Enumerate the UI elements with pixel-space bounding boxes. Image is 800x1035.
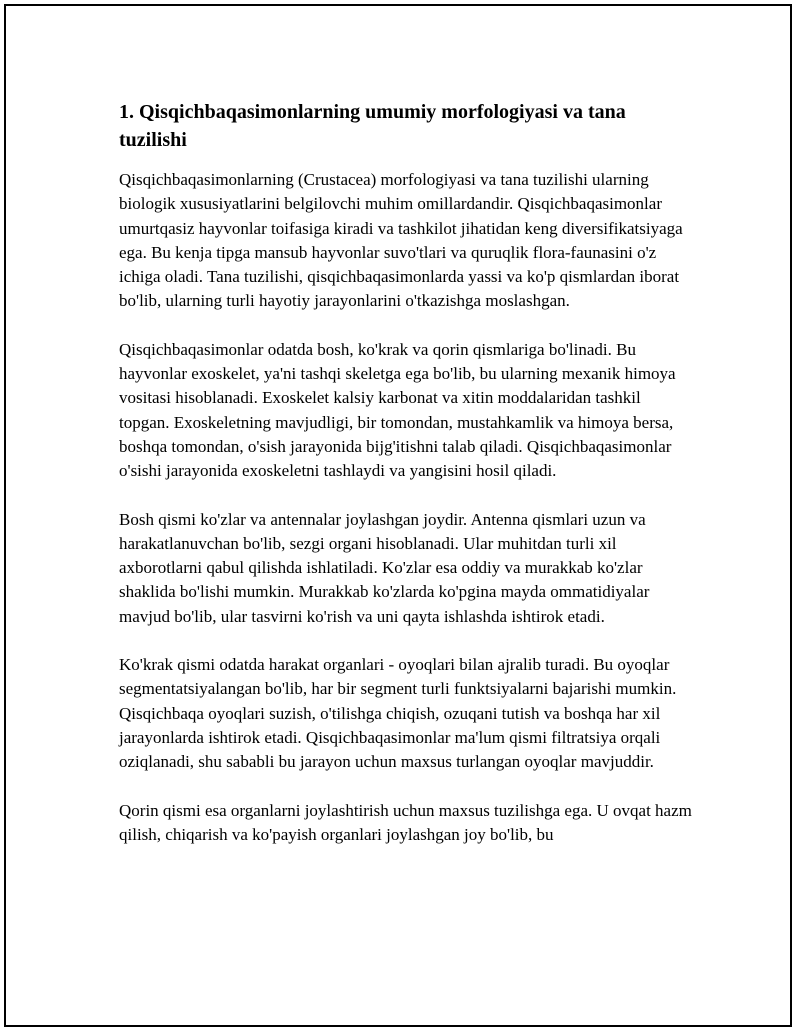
paragraph-4: Ko'krak qismi odatda harakat organlari - oyoqlari bilan ajralib turadi. Bu oyoqlar segmentatsiyalangan bo'lib, har bir segment turli funktsiyalarni bajarishi mumkin. Qisqichbaqa oyoqlari suzish, o'tilishga chiqish, ozuqani tutish va boshqa har xil jarayonlarda ishtirok etadi. Qisqichbaqasimonlar ma'lum qismi filtratsiya orqali oziqlanadi, shu sababli bu jarayon uchun maxsus turlangan oyoqlar mavjuddir.	[119, 655, 677, 772]
paragraph-3: Bosh qismi ko'zlar va antennalar joylashgan joydir. Antenna qismlari uzun va harakatlanuvchan bo'lib, sezgi organi hisoblanadi. Ular muhitdan turli xil axborotlarni qabul qilishda ishlatiladi. Ko'zlar esa oddiy va murakkab ko'zlar shaklida bo'lishi mumkin. Murakkab ko'zlarda ko'pgina mayda ommatidiyalar mavjud bo'lib, ular tasvirni ko'rish va uni qayta ishlashda ishtirok etadi.	[119, 509, 650, 626]
document-page	[4, 4, 792, 1027]
paragraph-5: Qorin qismi esa organlarni joylashtirish uchun maxsus tuzilishga ega. U ovqat hazm qilish, chiqarish va ko'payish organlari joylashgan joy bo'lib, bu	[119, 800, 692, 844]
paragraph-1: Qisqichbaqasimonlarning (Crustacea) morfologiyasi va tana tuzilishi ularning biologik xususiyatlarini belgilovchi muhim omillardandir. Qisqichbaqasimonlar umurtqasiz hayvonlar toifasiga kiradi va tashkilot jihatidan keng diversifikatsiyaga ega. Bu kenja tipga mansub hayvonlar suvo'tlari va quruqlik flora-faunasini o'z ichiga oladi. Tana tuzilishi, qisqichbaqasimonlarda yassi va ko'p qismlardan iborat bo'lib, ularning turli hayotiy jarayonlarini o'tkazishga moslashgan.	[119, 170, 683, 311]
section-heading: 1. Qisqichbaqasimonlarning umumiy morfologiyasi va tana tuzilishi	[119, 101, 626, 151]
document-body	[119, 98, 694, 871]
paragraph-2: Qisqichbaqasimonlar odatda bosh, ko'krak va qorin qismlariga bo'linadi. Bu hayvonlar exoskelet, ya'ni tashqi skeletga ega bo'lib, bu ularning mexanik himoya vositasi hisoblanadi. Exoskelet kalsiy karbonat va xitin moddalaridan tashkil topgan. Exoskeletning mavjudligi, bir tomondan, mustahkamlik va himoya bersa, boshqa tomondan, o'sish jarayonida bijg'itishni talab qiladi. Qisqichbaqasimonlar o'sishi jarayonida exoskeletni tashlaydi va yangisini hosil qiladi.	[119, 339, 676, 481]
